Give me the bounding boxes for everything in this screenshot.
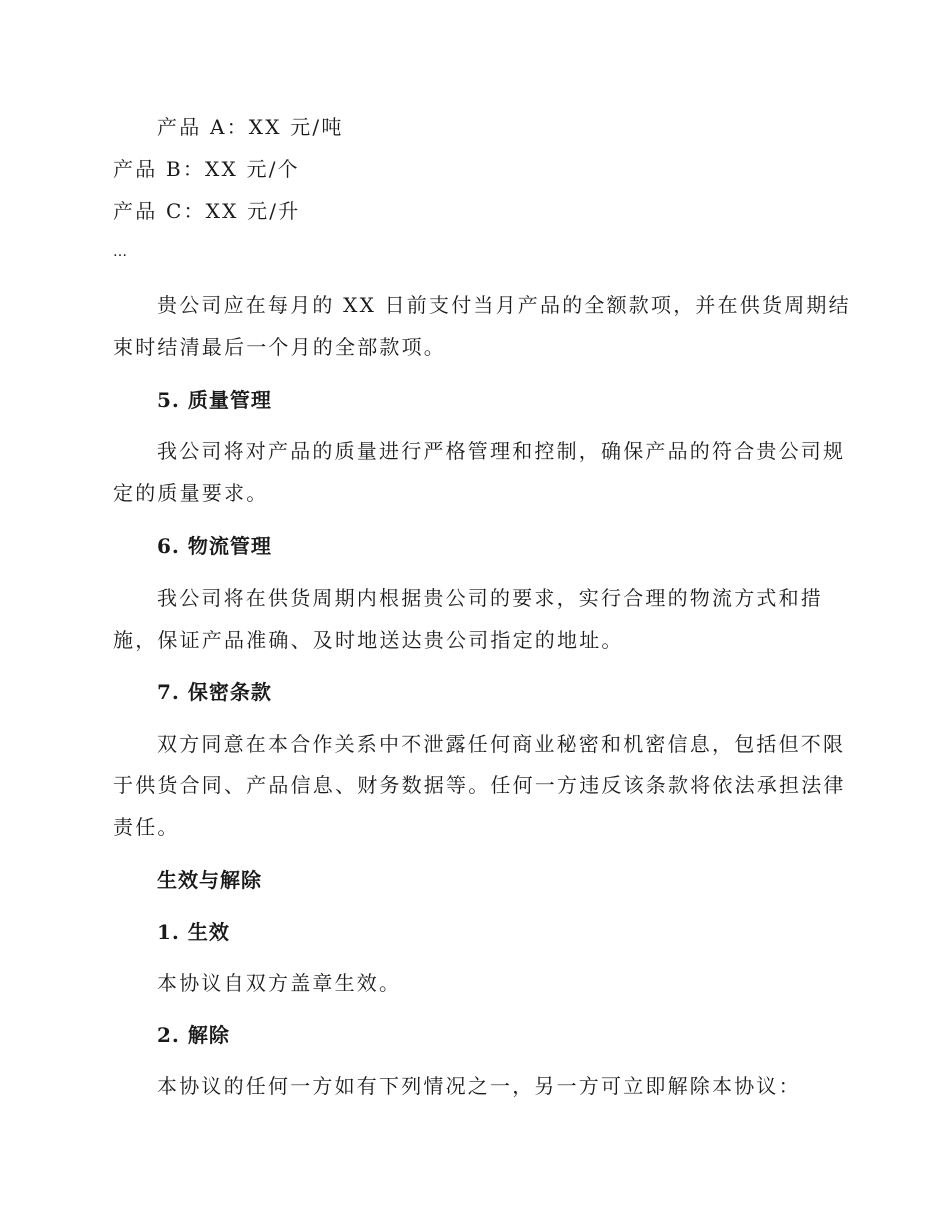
- effect-termination-heading: 生效与解除: [157, 868, 262, 892]
- section-7-paragraph-line-2: 于供货合同、产品信息、财务数据等。任何一方违反该条款将依法承担法律: [113, 773, 846, 797]
- section-5-heading: 5. 质量管理: [157, 388, 272, 412]
- section-5-paragraph-line-1: 我公司将对产品的质量进行严格管理和控制，确保产品的符合贵公司规: [157, 439, 846, 463]
- payment-paragraph-line-1: 贵公司应在每月的 XX 日前支付当月产品的全额款项，并在供货周期结: [157, 293, 851, 317]
- termination-subheading: 2. 解除: [157, 1023, 230, 1047]
- price-item-c: 产品 C：XX 元/升: [113, 199, 301, 223]
- termination-paragraph: 本协议的任何一方如有下列情况之一，另一方可立即解除本协议：: [157, 1074, 801, 1098]
- payment-paragraph-line-2: 束时结清最后一个月的全部款项。: [113, 335, 446, 359]
- section-7-paragraph-line-3: 责任。: [113, 815, 180, 839]
- effect-paragraph: 本协议自双方盖章生效。: [157, 971, 402, 995]
- price-item-b: 产品 B：XX 元/个: [113, 157, 300, 181]
- price-item-a: 产品 A：XX 元/吨: [157, 115, 344, 139]
- section-6-heading: 6. 物流管理: [157, 534, 272, 558]
- price-list-ellipsis: …: [113, 244, 127, 260]
- section-7-paragraph-line-1: 双方同意在本合作关系中不泄露任何商业秘密和机密信息，包括但不限: [157, 732, 846, 756]
- effect-subheading: 1. 生效: [157, 920, 230, 944]
- section-6-paragraph-line-1: 我公司将在供货周期内根据贵公司的要求，实行合理的物流方式和措: [157, 586, 823, 610]
- section-6-paragraph-line-2: 施，保证产品准确、及时地送达贵公司指定的地址。: [113, 628, 624, 652]
- section-5-paragraph-line-2: 定的质量要求。: [113, 481, 269, 505]
- section-7-heading: 7. 保密条款: [157, 680, 272, 704]
